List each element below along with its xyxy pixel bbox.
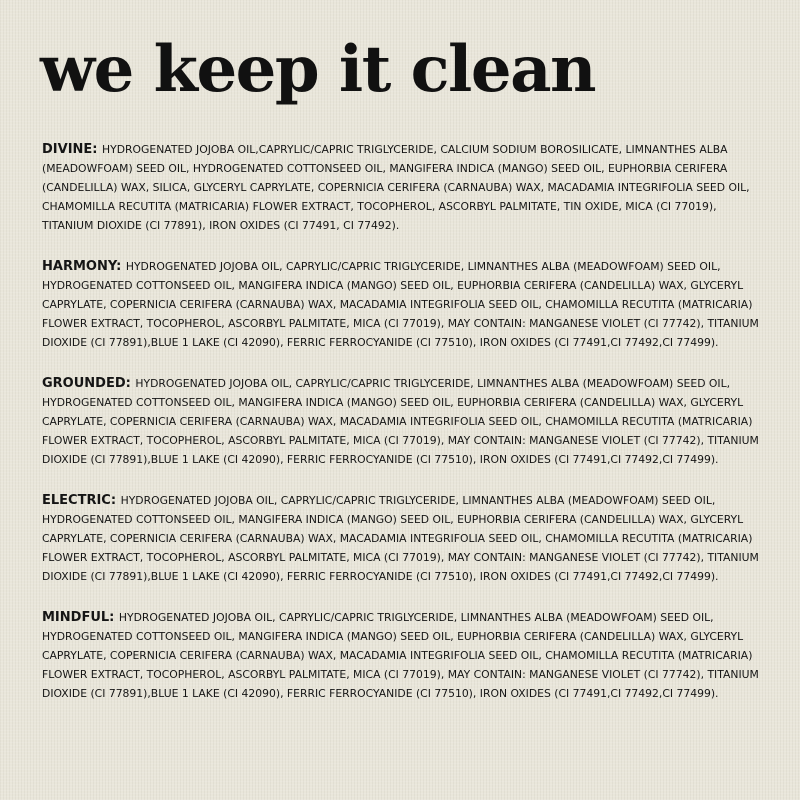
ingredient-block-divine xyxy=(42,140,770,235)
shade-name: GROUNDED: xyxy=(42,376,136,391)
shade-name: ELECTRIC: xyxy=(42,493,121,508)
ingredient-text: HYDROGENATED JOJOBA OIL,CAPRYLIC/CAPRIC TRIGLYCERIDE, CALCIUM SODIUM BOROSILICATE, LIMNANTHES ALBA (MEADOWFOAM) SEED OIL, HYDROGENATED COTTONSEED OIL, MANGIFERA INDICA (MANGO) SEED OIL, EUPHORBIA CERIFERA (CANDELILLA) WAX, SILICA, GLYCERYL CAPRYLATE, COPERNICIA CERIFERA (CARNAUBA) WAX, MACADAMIA INTEGRIFOLIA SEED OIL, CHAMOMILLA RECUTITA (MATRICARIA) FLOWER EXTRACT, TOCOPHEROL, ASCORBYL PALMITATE, TIN OXIDE, MICA (CI 77019), TITANIUM DIOXIDE (CI 77891), IRON OXIDES (CI 77491, CI 77492). xyxy=(42,143,750,232)
ingredient-block-electric xyxy=(42,491,770,586)
ingredients-list xyxy=(42,140,770,725)
ingredient-block-mindful xyxy=(42,608,770,703)
shade-name: HARMONY: xyxy=(42,259,126,274)
shade-name: DIVINE: xyxy=(42,142,103,157)
page-title: we keep it clean xyxy=(40,32,596,107)
ingredient-text: HYDROGENATED JOJOBA OIL, CAPRYLIC/CAPRIC TRIGLYCERIDE, LIMNANTHES ALBA (MEADOWFOAM) SEED OIL, HYDROGENATED COTTONSEED OIL, MANGIFERA INDICA (MANGO) SEED OIL, EUPHORBIA CERIFERA (CANDELILLA) WAX, GLYCERYL CAPRYLATE, COPERNICIA CERIFERA (CARNAUBA) WAX, MACADAMIA INTEGRIFOLIA SEED OIL, CHAMOMILLA RECUTITA (MATRICARIA) FLOWER EXTRACT, TOCOPHEROL, ASCORBYL PALMITATE, MICA (CI 77019), MAY CONTAIN: MANGANESE VIOLET (CI 77742), TITANIUM DIOXIDE (CI 77891),BLUE 1 LAKE (CI 42090), FERRIC FERROCYANIDE (CI 77510), IRON OXIDES (CI 77491,CI 77492,CI 77499). xyxy=(42,377,759,466)
shade-name: MINDFUL: xyxy=(42,610,119,625)
ingredient-block-harmony xyxy=(42,257,770,352)
ingredient-text: HYDROGENATED JOJOBA OIL, CAPRYLIC/CAPRIC TRIGLYCERIDE, LIMNANTHES ALBA (MEADOWFOAM) SEED OIL, HYDROGENATED COTTONSEED OIL, MANGIFERA INDICA (MANGO) SEED OIL, EUPHORBIA CERIFERA (CANDELILLA) WAX, GLYCERYL CAPRYLATE, COPERNICIA CERIFERA (CARNAUBA) WAX, MACADAMIA INTEGRIFOLIA SEED OIL, CHAMOMILLA RECUTITA (MATRICARIA) FLOWER EXTRACT, TOCOPHEROL, ASCORBYL PALMITATE, MICA (CI 77019), MAY CONTAIN: MANGANESE VIOLET (CI 77742), TITANIUM DIOXIDE (CI 77891),BLUE 1 LAKE (CI 42090), FERRIC FERROCYANIDE (CI 77510), IRON OXIDES (CI 77491,CI 77492,CI 77499). xyxy=(42,494,759,583)
ingredient-text: HYDROGENATED JOJOBA OIL, CAPRYLIC/CAPRIC TRIGLYCERIDE, LIMNANTHES ALBA (MEADOWFOAM) SEED OIL, HYDROGENATED COTTONSEED OIL, MANGIFERA INDICA (MANGO) SEED OIL, EUPHORBIA CERIFERA (CANDELILLA) WAX, GLYCERYL CAPRYLATE, COPERNICIA CERIFERA (CARNAUBA) WAX, MACADAMIA INTEGRIFOLIA SEED OIL, CHAMOMILLA RECUTITA (MATRICARIA) FLOWER EXTRACT, TOCOPHEROL, ASCORBYL PALMITATE, MICA (CI 77019), MAY CONTAIN: MANGANESE VIOLET (CI 77742), TITANIUM DIOXIDE (CI 77891),BLUE 1 LAKE (CI 42090), FERRIC FERROCYANIDE (CI 77510), IRON OXIDES (CI 77491,CI 77492,CI 77499). xyxy=(42,611,759,700)
ingredient-block-grounded xyxy=(42,374,770,469)
ingredient-text: HYDROGENATED JOJOBA OIL, CAPRYLIC/CAPRIC TRIGLYCERIDE, LIMNANTHES ALBA (MEADOWFOAM) SEED OIL, HYDROGENATED COTTONSEED OIL, MANGIFERA INDICA (MANGO) SEED OIL, EUPHORBIA CERIFERA (CANDELILLA) WAX, GLYCERYL CAPRYLATE, COPERNICIA CERIFERA (CARNAUBA) WAX, MACADAMIA INTEGRIFOLIA SEED OIL, CHAMOMILLA RECUTITA (MATRICARIA) FLOWER EXTRACT, TOCOPHEROL, ASCORBYL PALMITATE, MICA (CI 77019), MAY CONTAIN: MANGANESE VIOLET (CI 77742), TITANIUM DIOXIDE (CI 77891),BLUE 1 LAKE (CI 42090), FERRIC FERROCYANIDE (CI 77510), IRON OXIDES (CI 77491,CI 77492,CI 77499). xyxy=(42,260,759,349)
